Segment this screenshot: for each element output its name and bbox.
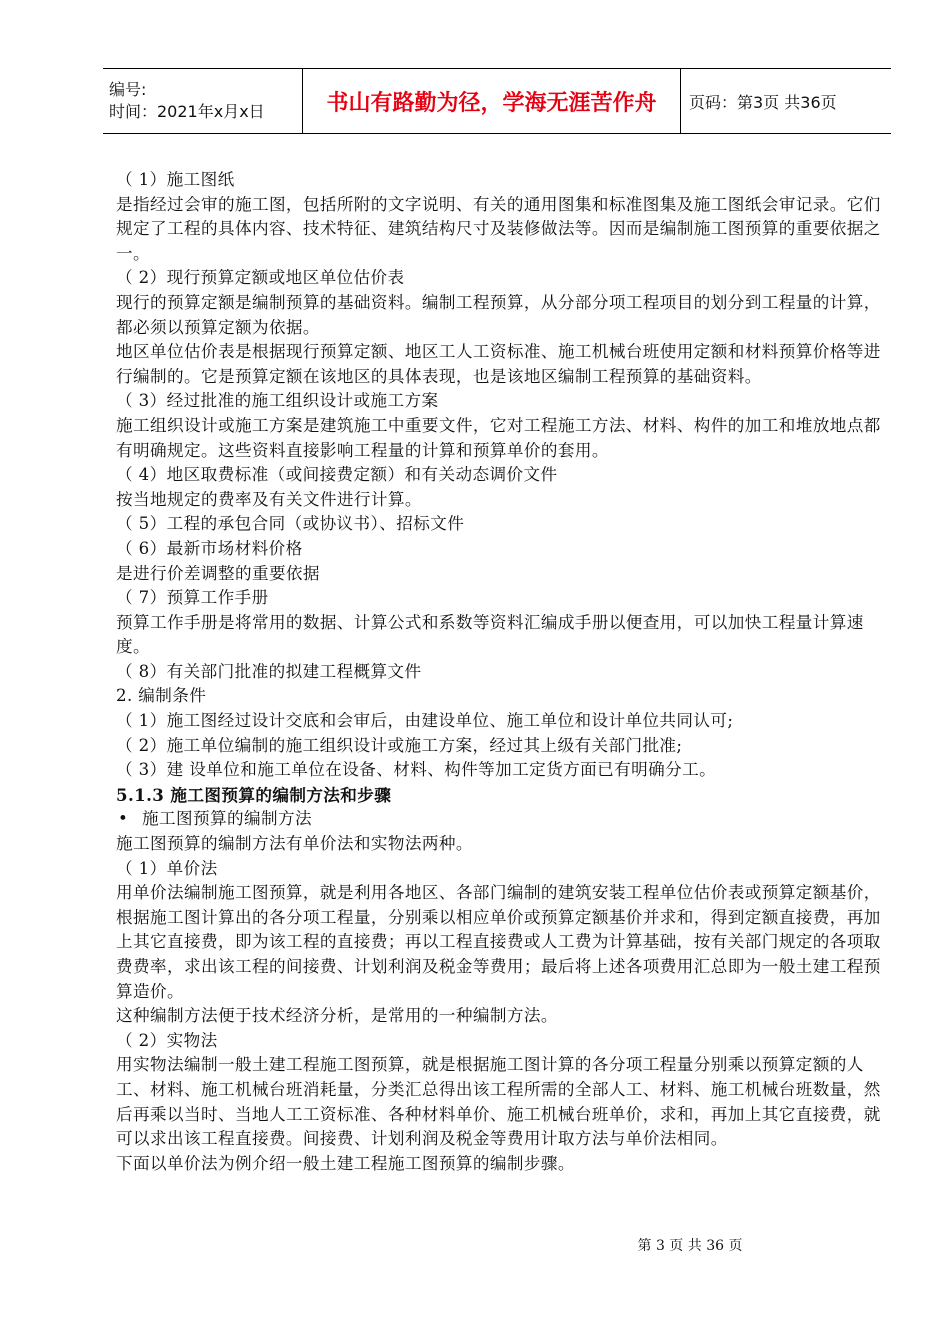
document-number-label: 编号: [109, 80, 147, 99]
paragraph: （ 1）施工图纸 [116, 170, 235, 189]
paragraph: （ 1）单价法 [116, 858, 218, 878]
paragraph: 用单价法编制施工图预算，就是利用各地区、各部门编制的建筑安装工程单位估价表或预算定额基价，根据施工图计算出的各分项工程量，分别乘以相应单价或预算定额基价并求和，得到定额直接费，再加上其它直接费，即为该工程的直接费；再以工程直接费或人工费为计算基础，按有关部门规定的各项取费费率，求出该工程的间接费、计划利润及税金等费用；最后将上述各项费用汇总即为一般土建工程预算造价。 [116, 883, 881, 1001]
bullet-item: • 施工图预算的编制方法 [116, 807, 892, 832]
paragraph: 2. 编制条件 [116, 686, 207, 706]
paragraph: 现行的预算定额是编制预算的基础资料。编制工程预算，从分部分项工程项目的划分到工程量的计算，都必须以预算定额为依据。 [116, 292, 881, 337]
paragraph: （ 6）最新市场材料价格 [116, 538, 303, 558]
paragraph: （ 8）有关部门批准的拟建工程概算文件 [116, 661, 422, 681]
paragraph: （ 7）预算工作手册 [116, 588, 269, 608]
paragraph: 施工图预算的编制方法有单价法和实物法两种。 [116, 834, 473, 854]
paragraph: （ 4）地区取费标准（或间接费定额）和有关动态调价文件 [116, 465, 558, 485]
paragraph: 预算工作手册是将常用的数据、计算公式和系数等资料汇编成手册以便查用，可以加快工程量计算速度。 [116, 612, 864, 657]
paragraph: 按当地规定的费率及有关文件进行计算。 [116, 489, 422, 509]
paragraph: （ 3）建 设单位和施工单位在设备、材料、构件等加工定货方面已有明确分工。 [116, 760, 717, 780]
section-heading: 5.1.3 施工图预算的编制方法和步骤 [116, 784, 392, 805]
paragraph: （ 2）施工单位编制的施工组织设计或施工方案，经过其上级有关部门批准; [116, 735, 683, 755]
paragraph: 是指经过会审的施工图，包括所附的文字说明、有关的通用图集和标准图集及施工图纸会审记录。它们规定了工程的具体内容、技术特征、建筑结构尺寸及装修做法等。因而是编制施工图预算的重要依据之一。 [116, 194, 881, 263]
header-meta [103, 69, 303, 133]
paragraph: （ 3）经过批准的施工组织设计或施工方案 [116, 391, 439, 411]
header-page-code: 页码：第3页 共36页 [689, 92, 837, 112]
paragraph: 下面以单价法为例介绍一般土建工程施工图预算的编制步骤。 [116, 1153, 575, 1173]
paragraph: 地区单位估价表是根据现行预算定额、地区工人工资标准、施工机械台班使用定额和材料预算价格等进行编制的。它是预算定额在该地区的具体表现，也是该地区编制工程预算的基础资料。 [116, 342, 881, 386]
page-header [103, 68, 891, 134]
paragraph: （ 1）施工图经过设计交底和会审后，由建设单位、施工单位和设计单位共同认可; [116, 711, 734, 731]
page-footer: 第 3 页 共 36 页 [637, 1238, 743, 1254]
header-motto: 书山有路勤为径，学海无涯苦作舟 [303, 69, 681, 133]
paragraph: 施工组织设计或施工方案是建筑施工中重要文件，它对工程施工方法、材料、构件的加工和堆放地点都有明确规定。这些资料直接影响工程量的计算和预算单价的套用。 [116, 415, 881, 460]
paragraph: 是进行价差调整的重要依据 [116, 563, 320, 583]
paragraph: （ 2）实物法 [116, 1030, 218, 1050]
document-body [116, 168, 892, 1176]
paragraph: 用实物法编制一般土建工程施工图预算，就是根据施工图计算的各分项工程量分别乘以预算定额的人工、材料、施工机械台班消耗量，分类汇总得出该工程所需的全部人工、材料、施工机械台班数量，然后再乘以当时、当地人工工资标准、各种材料单价、施工机械台班单价，求和，再加上其它直接费，就可以求出该工程直接费。间接费、计划利润及税金等费用计取方法与单价法相同。 [116, 1055, 881, 1149]
paragraph: （ 5）工程的承包合同（或协议书）、招标文件 [116, 514, 465, 534]
paragraph: 这种编制方法便于技术经济分析，是常用的一种编制方法。 [116, 1006, 558, 1026]
document-time-label: 时间：2021年x月x日 [109, 102, 265, 121]
paragraph: （ 2）现行预算定额或地区单位估价表 [116, 268, 405, 288]
